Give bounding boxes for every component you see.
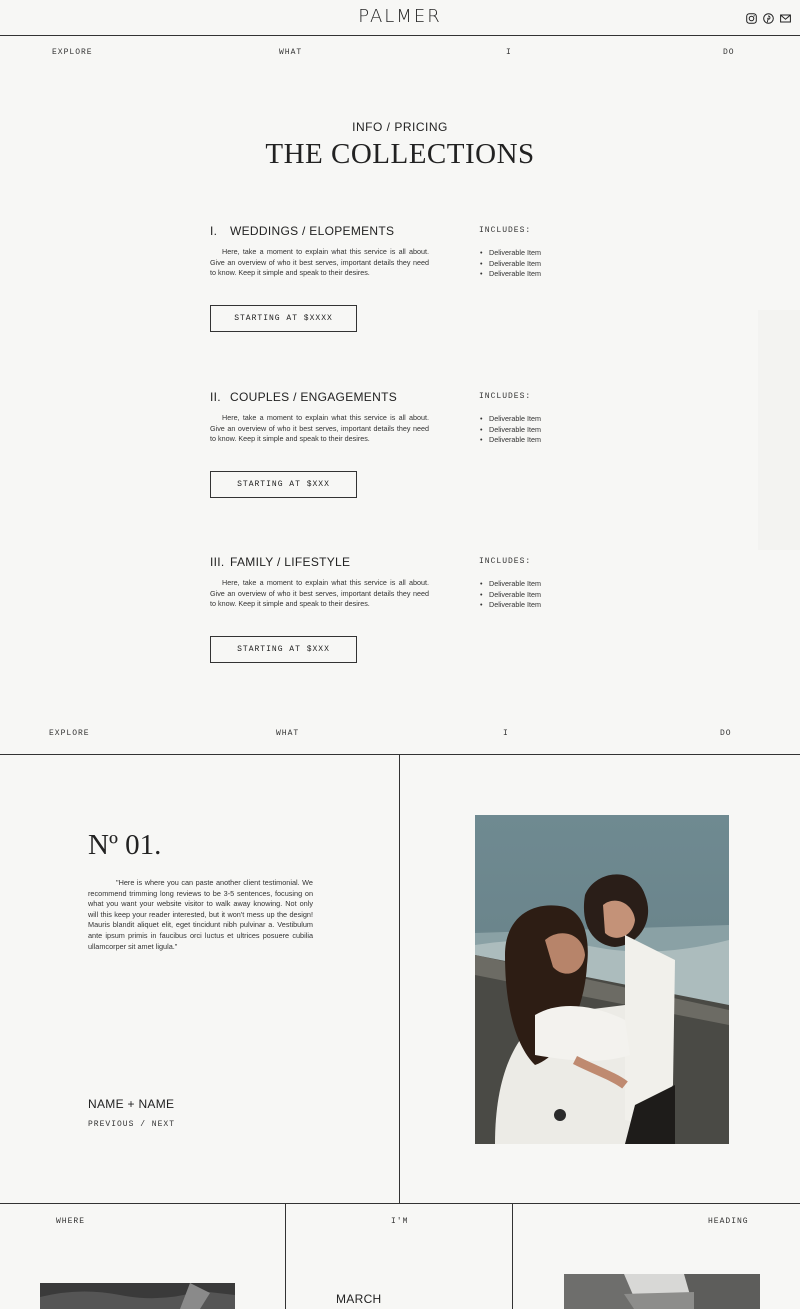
includes-label: INCLUDES:	[479, 226, 532, 235]
nav-item-what[interactable]: WHAT	[276, 729, 300, 738]
divider	[512, 1204, 513, 1309]
list-item: • Deliverable Item	[489, 600, 541, 611]
list-item: • Deliverable Item	[489, 435, 541, 446]
service-description: Here, take a moment to explain what this service is all about. Give an overview of who it best serves, important details they need to know. Keep it simple and speak to their desires.	[210, 247, 429, 278]
site-logo[interactable]: PALMER	[358, 6, 442, 27]
cliff-photo	[564, 1274, 760, 1309]
nav-explore-what-i-do	[0, 48, 800, 62]
service-family	[210, 555, 610, 675]
label-heading: HEADING	[708, 1217, 749, 1226]
nav-item-do[interactable]: DO	[723, 48, 735, 57]
label-where: WHERE	[56, 1217, 86, 1226]
service-number: I.	[210, 224, 218, 238]
nav-item-i[interactable]: I	[503, 729, 509, 738]
list-item: • Deliverable Item	[489, 579, 541, 590]
landscape-photo	[40, 1283, 235, 1309]
nav-item-what[interactable]: WHAT	[279, 48, 303, 57]
list-item: • Deliverable Item	[489, 590, 541, 601]
site-header	[0, 0, 800, 36]
nav-item-do[interactable]: DO	[720, 729, 732, 738]
service-title	[210, 555, 350, 569]
testimonial-number: Nº 01.	[88, 829, 162, 861]
nav-item-i[interactable]: I	[506, 48, 512, 57]
page-title: THE COLLECTIONS	[265, 138, 535, 170]
list-item: • Deliverable Item	[489, 248, 541, 259]
social-links	[746, 11, 791, 22]
testimonial-section	[0, 754, 800, 1204]
instagram-icon[interactable]	[746, 11, 757, 22]
side-panel	[758, 310, 800, 550]
nav-item-explore[interactable]: EXPLORE	[49, 729, 90, 738]
testimonial-name: NAME + NAME	[88, 1097, 175, 1111]
list-item: • Deliverable Item	[489, 259, 541, 270]
month-heading: MARCH	[336, 1292, 382, 1306]
service-number: II.	[210, 390, 221, 404]
divider	[399, 755, 400, 1204]
service-number: III.	[210, 555, 225, 569]
service-description: Here, take a moment to explain what this service is all about. Give an overview of who it best serves, important details they need to know. Keep it simple and speak to their desires.	[210, 413, 429, 444]
nav-item-explore[interactable]: EXPLORE	[52, 48, 93, 57]
service-title	[210, 224, 394, 238]
service-name: COUPLES / ENGAGEMENTS	[230, 390, 397, 404]
price-button[interactable]: STARTING AT $XXXX	[210, 305, 357, 332]
service-description: Here, take a moment to explain what this service is all about. Give an overview of who it best serves, important details they need to know. Keep it simple and speak to their desires.	[210, 578, 429, 609]
pinterest-icon[interactable]	[763, 11, 774, 22]
label-im: I'M	[391, 1217, 409, 1226]
includes-list	[489, 248, 541, 280]
service-couples	[210, 390, 610, 510]
service-name: FAMILY / LIFESTYLE	[230, 555, 351, 569]
nav-explore-what-i-do-2	[0, 729, 800, 743]
service-weddings	[210, 224, 610, 344]
testimonial-pager[interactable]: PREVIOUS / NEXT	[88, 1120, 176, 1129]
list-item: • Deliverable Item	[489, 269, 541, 280]
includes-list	[489, 414, 541, 446]
price-button[interactable]: STARTING AT $XXX	[210, 471, 357, 498]
testimonial-quote: "Here is where you can paste another client testimonial. We recommend trimming long reviews to be 3-5 sentences, focusing on what you want your website visitor to walk away knowing. Not only will this keep your reader interested, but it won't mess up the design! Mauris blandit aliquet elit, eget tincidunt nibh pulvinar a. Vestibulum ante ipsum primis in faucibus orci luctus et ultrices posuere cubilia ullamcorper sit amet ligula."	[88, 878, 313, 951]
mail-icon[interactable]	[780, 11, 791, 22]
list-item: • Deliverable Item	[489, 425, 541, 436]
couple-photo	[475, 815, 729, 1144]
divider	[285, 1204, 286, 1309]
service-title	[210, 390, 397, 404]
service-name: WEDDINGS / ELOPEMENTS	[230, 224, 395, 238]
page-eyebrow: INFO / PRICING	[352, 120, 448, 134]
includes-label: INCLUDES:	[479, 392, 532, 401]
includes-label: INCLUDES:	[479, 557, 532, 566]
price-button[interactable]: STARTING AT $XXX	[210, 636, 357, 663]
includes-list	[489, 579, 541, 611]
bottom-section	[0, 1204, 800, 1309]
list-item: • Deliverable Item	[489, 414, 541, 425]
